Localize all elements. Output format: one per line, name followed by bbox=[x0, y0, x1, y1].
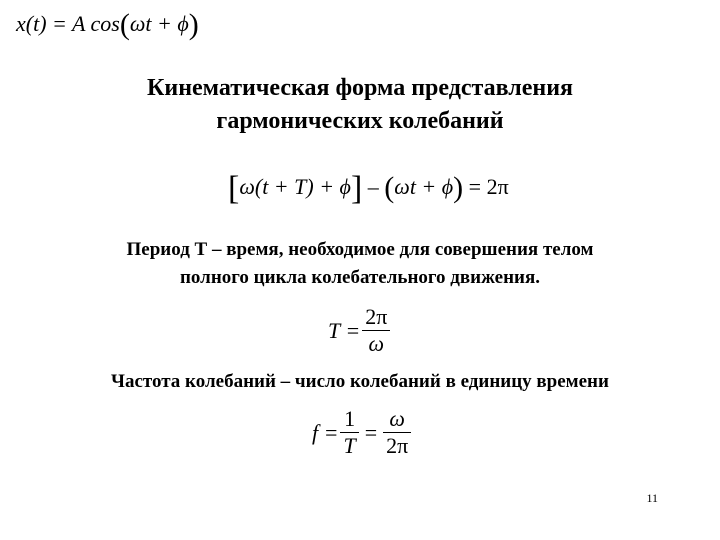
formula-frequency-lhs: f = bbox=[312, 419, 339, 445]
slide-title-line2: гармонических колебаний bbox=[216, 108, 504, 134]
formula-displacement bbox=[16, 8, 199, 42]
formula-phase-minus: – bbox=[367, 174, 379, 199]
slide-title bbox=[0, 72, 720, 138]
period-definition-line1: Период Т – время, необходимое для совершения телом bbox=[126, 239, 594, 260]
frequency-definition bbox=[20, 368, 700, 396]
frequency-definition-line: Частота колебаний – число колебаний в единицу времени bbox=[111, 371, 609, 392]
paren-open: ( bbox=[119, 8, 130, 41]
fraction-frequency-2-numerator: ω bbox=[389, 406, 405, 431]
period-definition-line2: полного цикла колебательного движения. bbox=[179, 267, 541, 288]
formula-displacement-lhs: x(t) = A cos bbox=[16, 11, 120, 36]
fraction-period bbox=[362, 304, 390, 357]
formula-period bbox=[328, 304, 392, 357]
formula-frequency-eq: = bbox=[364, 419, 378, 445]
fraction-frequency-1-numerator: 1 bbox=[344, 406, 356, 431]
formula-phase-part1: ω(t + T) + ϕ bbox=[239, 174, 351, 199]
fraction-period-numerator: 2π bbox=[365, 304, 388, 329]
formula-phase-part2: ωt + ϕ bbox=[394, 174, 454, 199]
bracket-close: ] bbox=[350, 170, 363, 207]
slide-title-line1: Кинематическая форма представления bbox=[146, 75, 574, 101]
formula-period-lhs: T = bbox=[328, 317, 361, 343]
fraction-frequency-2 bbox=[383, 406, 411, 459]
paren-close: ) bbox=[188, 8, 199, 41]
paren-close-2: ) bbox=[453, 171, 464, 204]
formula-displacement-inner: ωt + ϕ bbox=[129, 11, 189, 36]
fraction-frequency-2-denominator: 2π bbox=[386, 433, 409, 458]
fraction-frequency-1-denominator: T bbox=[343, 433, 356, 458]
fraction-frequency-1 bbox=[340, 406, 358, 459]
page-number: 11 bbox=[646, 491, 658, 505]
formula-phase bbox=[228, 170, 509, 208]
fraction-period-denominator: ω bbox=[368, 331, 385, 356]
period-definition bbox=[40, 236, 680, 292]
formula-frequency bbox=[312, 406, 413, 459]
paren-open-2: ( bbox=[384, 171, 395, 204]
formula-phase-rhs: = 2π bbox=[468, 174, 509, 199]
bracket-open: [ bbox=[228, 170, 240, 207]
